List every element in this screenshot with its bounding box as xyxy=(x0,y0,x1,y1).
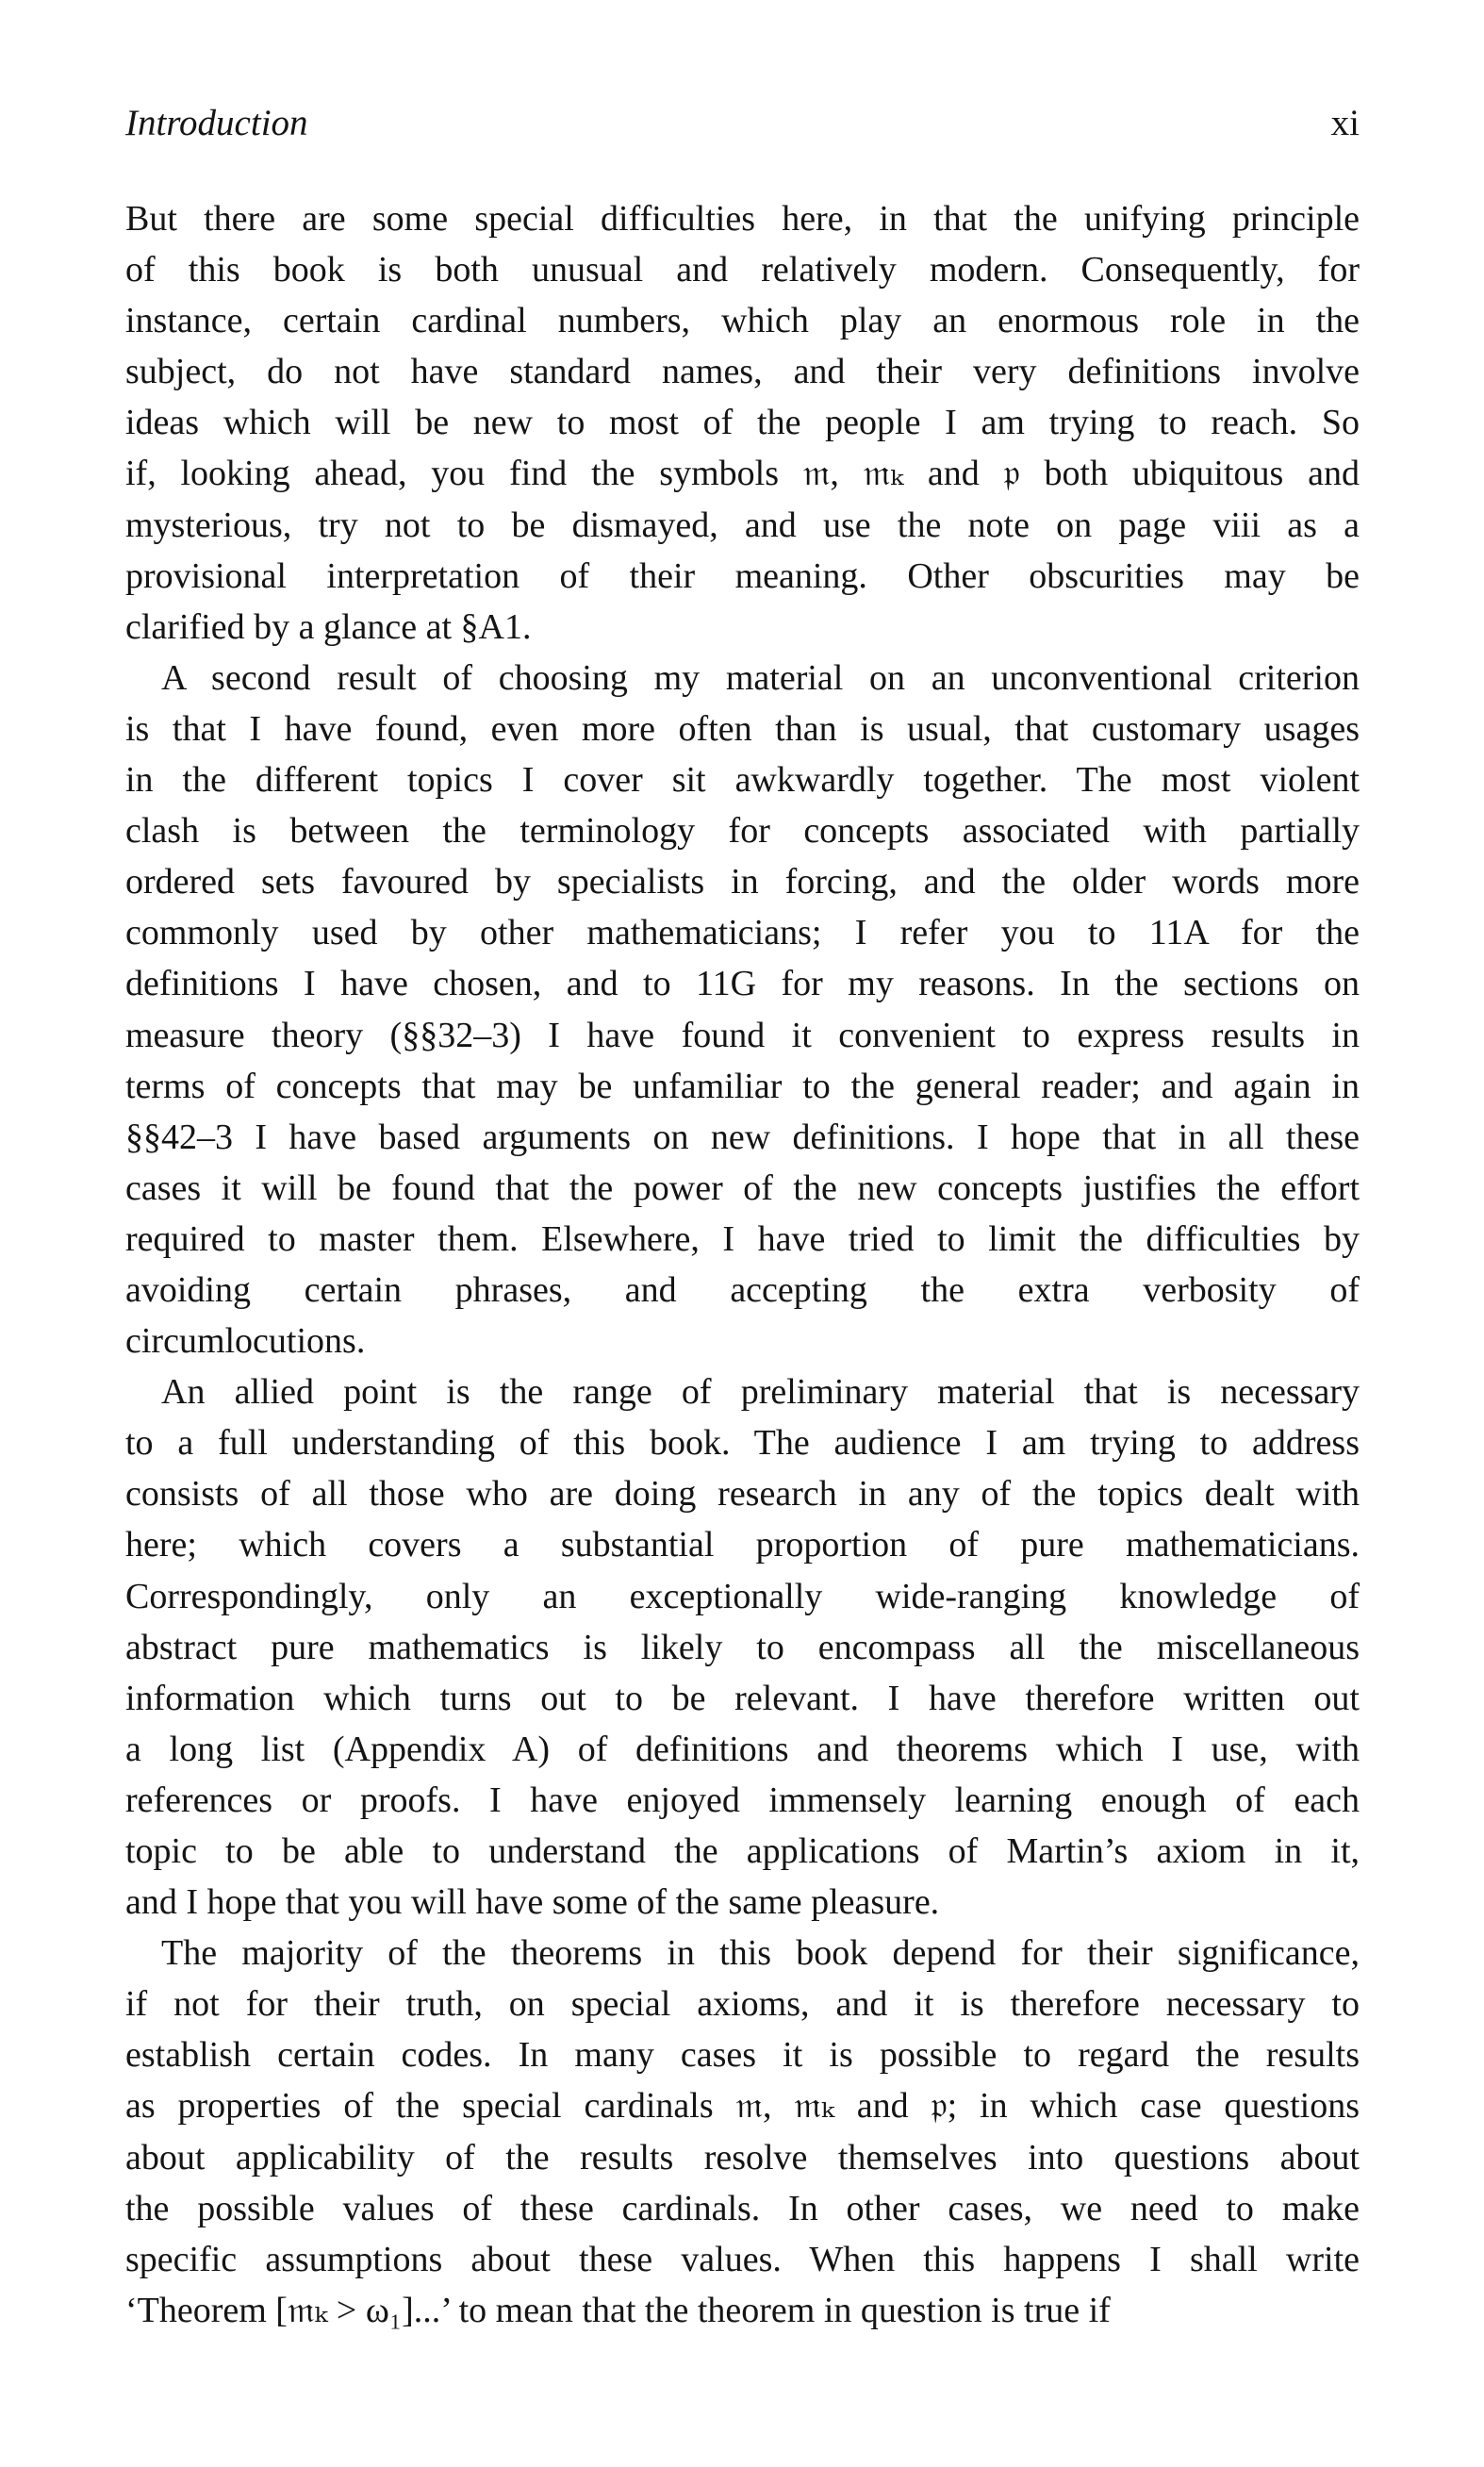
text-line: But there are some special difficulties here, in that the unifying principle xyxy=(125,199,1360,239)
text-line: avoiding certain phrases, and accepting the extra verbosity of xyxy=(125,1269,1360,1310)
text-line: Correspondingly, only an exceptionally wide-ranging knowledge of xyxy=(125,1576,1360,1616)
text-line: in the different topics I cover sit awkwardly together. The most violent xyxy=(125,760,1360,801)
text-line: terms of concepts that may be unfamiliar to the general reader; and again in xyxy=(125,1066,1360,1106)
text-line: definitions I have chosen, and to 11G for my reasons. In the sections on xyxy=(125,964,1360,1004)
text-line: ideas which will be new to most of the people I am trying to reach. So xyxy=(125,403,1360,443)
text-line: instance, certain cardinal numbers, which play an enormous role in the xyxy=(125,301,1360,341)
paragraph xyxy=(125,193,1360,653)
text-line: mysterious, try not to be dismayed, and use the note on page viii as a xyxy=(125,505,1360,545)
page-number: xi xyxy=(1330,103,1360,143)
text-line: the possible values of these cardinals. In other cases, we need to make xyxy=(125,2188,1360,2228)
text-line: subject, do not have standard names, and their very definitions involve xyxy=(125,352,1360,392)
text-line: circumlocutions. xyxy=(125,1321,366,1362)
text-line: A second result of choosing my material on an unconventional criterion xyxy=(161,657,1360,698)
text-line: The majority of the theorems in this book depend for their significance, xyxy=(161,1933,1360,1974)
paragraph xyxy=(125,1366,1360,1928)
text-line: required to master them. Elsewhere, I have tried to limit the difficulties by xyxy=(125,1218,1360,1259)
text-line: provisional interpretation of their meaning. Other obscurities may be xyxy=(125,555,1360,596)
text-line: if not for their truth, on special axioms, and it is therefore necessary to xyxy=(125,1984,1360,2025)
text-line: commonly used by other mathematicians; I refer you to 11A for the xyxy=(125,913,1360,953)
paragraph xyxy=(125,653,1360,1366)
text-line: ‘Theorem [𝔪ₖ > ω₁]...’ to mean that the theorem in question is true if xyxy=(125,2290,1111,2330)
text-line: clash is between the terminology for concepts associated with partially xyxy=(125,811,1360,852)
text-line: information which turns out to be relevant. I have therefore written out xyxy=(125,1678,1360,1718)
text-line: §§42–3 I have based arguments on new definitions. I hope that in all these xyxy=(125,1117,1360,1157)
text-line: topic to be able to understand the applications of Martin’s axiom in it, xyxy=(125,1831,1360,1871)
text-line: and I hope that you will have some of the same pleasure. xyxy=(125,1882,940,1923)
text-line: cases it will be found that the power of the new concepts justifies the effort xyxy=(125,1167,1360,1208)
running-head xyxy=(125,102,1360,149)
body-text xyxy=(125,193,1360,2336)
text-line: is that I have found, even more often than is usual, that customary usages xyxy=(125,708,1360,749)
text-line: references or proofs. I have enjoyed immensely learning enough of each xyxy=(125,1780,1360,1820)
text-line: abstract pure mathematics is likely to encompass all the miscellaneous xyxy=(125,1627,1360,1667)
text-line: if, looking ahead, you find the symbols 𝔪, 𝔪ₖ and 𝔭 both ubiquitous and xyxy=(125,454,1360,494)
text-line: as properties of the special cardinals 𝔪, 𝔪ₖ and 𝔭; in which case questions xyxy=(125,2086,1360,2127)
text-line: consists of all those who are doing research in any of the topics dealt with xyxy=(125,1474,1360,1515)
text-line: about applicability of the results resolve themselves into questions about xyxy=(125,2137,1360,2177)
text-line: of this book is both unusual and relatively modern. Consequently, for xyxy=(125,250,1360,290)
text-line: specific assumptions about these values. When this happens I shall write xyxy=(125,2239,1360,2279)
text-line: ordered sets favoured by specialists in forcing, and the older words more xyxy=(125,862,1360,902)
paragraph xyxy=(125,1928,1360,2336)
text-line: clarified by a glance at §A1. xyxy=(125,606,532,647)
text-line: An allied point is the range of preliminary material that is necessary xyxy=(161,1372,1360,1413)
text-line: a long list (Appendix A) of definitions and theorems which I use, with xyxy=(125,1729,1360,1769)
text-line: establish certain codes. In many cases it is possible to regard the results xyxy=(125,2035,1360,2076)
text-line: here; which covers a substantial proportion of pure mathematicians. xyxy=(125,1525,1360,1565)
text-line: measure theory (§§32–3) I have found it convenient to express results in xyxy=(125,1015,1360,1055)
running-title: Introduction xyxy=(125,103,308,143)
text-line: to a full understanding of this book. The audience I am trying to address xyxy=(125,1423,1360,1464)
